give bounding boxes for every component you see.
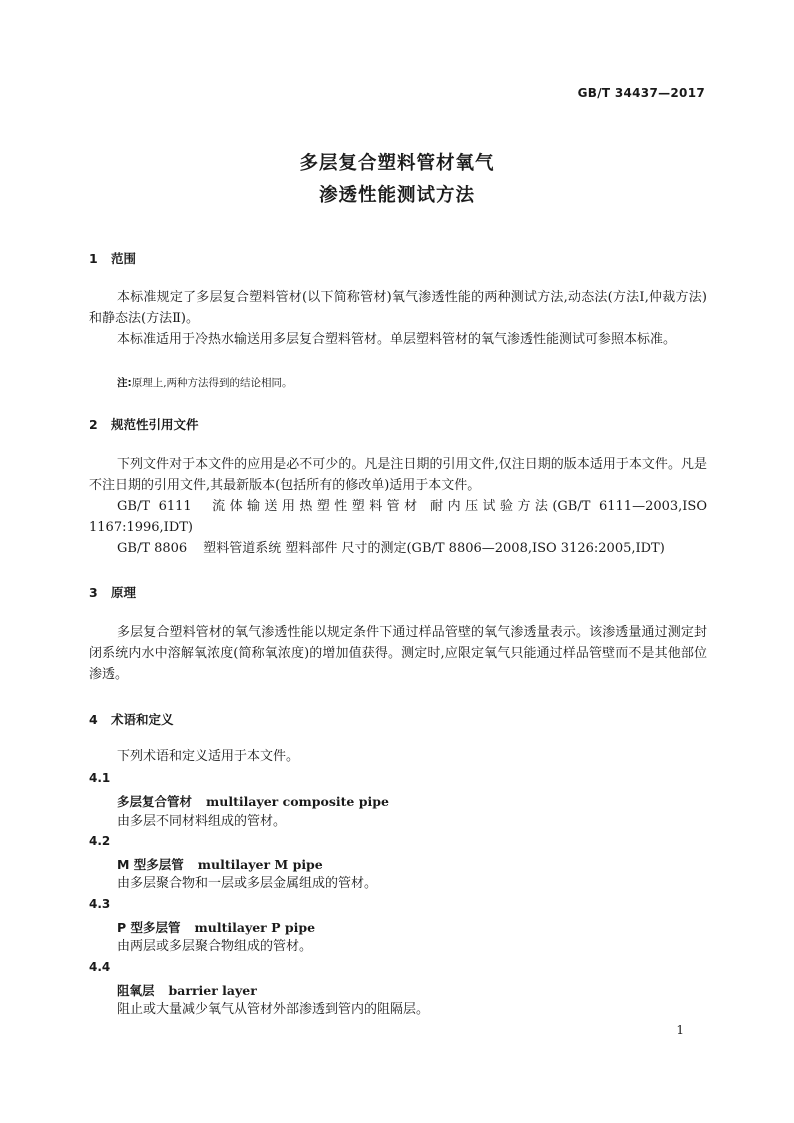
term-4-1-definition: 由多层不同材料组成的管材。 [117,814,287,829]
section-4-heading [89,710,174,728]
note-text: 原理上,两种方法得到的结论相同。 [131,377,293,389]
section-1-note [117,375,293,390]
term-4-4-heading [117,981,257,999]
term-english: barrier layer [168,983,257,998]
term-chinese: 多层复合管材 [117,794,193,809]
term-english: multilayer P pipe [194,920,316,935]
document-code: GB/T 34437—2017 [577,86,705,100]
term-english: multilayer M pipe [197,857,323,872]
reference-code: GB/T 8806 [117,541,188,556]
normative-reference-2 [89,538,707,559]
term-4-3-definition: 由两层或多层聚合物组成的管材。 [117,939,313,954]
document-title-line-1: 多层复合塑料管材氧气 [299,153,495,174]
section-1-paragraph-1: 本标准规定了多层复合塑料管材(以下简称管材)氧气渗透性能的两种测试方法,动态法(方法Ⅰ,仲裁方法)和静态法(方法Ⅱ)。 [89,290,707,326]
section-number: 4 [89,712,98,727]
section-title: 术语和定义 [111,712,174,727]
section-number: 1 [89,251,98,266]
section-2-heading [89,415,199,433]
page-number: 1 [676,1023,684,1037]
term-4-3-number: 4.3 [89,897,111,911]
term-4-4-number: 4.4 [89,960,111,974]
section-1-heading [89,249,136,267]
term-4-2-heading [117,855,323,873]
term-chinese: P 型多层管 [117,920,181,935]
section-3-heading [89,583,136,601]
term-4-4-definition: 阻止或大量减少氧气从管材外部渗透到管内的阻隔层。 [117,1002,430,1017]
section-4-intro: 下列术语和定义适用于本文件。 [117,749,300,764]
term-english: multilayer composite pipe [206,794,389,809]
normative-reference-1 [89,496,707,538]
document-title-line-2: 渗透性能测试方法 [318,185,475,206]
note-label: 注: [117,377,132,389]
section-number: 3 [89,585,98,600]
section-title: 原理 [111,585,137,600]
reference-title: 塑料管道系统 塑料部件 尺寸的测定(GB/T 8806—2008,ISO 3126:2005,IDT) [203,541,665,556]
term-chinese: 阻氧层 [117,983,155,998]
section-number: 2 [89,417,98,432]
section-1-paragraph-2: 本标准适用于冷热水输送用多层复合塑料管材。单层塑料管材的氧气渗透性能测试可参照本标准。 [117,332,677,347]
term-4-1-number: 4.1 [89,771,111,785]
section-2-paragraph-1: 下列文件对于本文件的应用是必不可少的。凡是注日期的引用文件,仅注日期的版本适用于本文件。凡是不注日期的引用文件,其最新版本(包括所有的修改单)适用于本文件。 [89,457,707,493]
term-4-2-number: 4.2 [89,834,111,848]
term-4-3-heading [117,918,315,936]
term-chinese: M 型多层管 [117,857,184,872]
section-title: 范围 [111,251,137,266]
reference-code: GB/T 6111 [117,499,192,514]
section-title: 规范性引用文件 [111,417,199,432]
term-4-2-definition: 由多层聚合物和一层或多层金属组成的管材。 [117,876,378,891]
section-3-paragraph-1: 多层复合塑料管材的氧气渗透性能以规定条件下通过样品管壁的氧气渗透量表示。该渗透量通过测定封闭系统内水中溶解氧浓度(简称氧浓度)的增加值获得。测定时,应限定氧气只能通过样品管壁而不是其他部位渗透。 [89,625,707,682]
term-4-1-heading [117,792,389,810]
reference-title: 流体输送用热塑性塑料管材 耐内压试验方法(GB/T 6111—2003,ISO 1167:1996,IDT) [89,499,707,535]
